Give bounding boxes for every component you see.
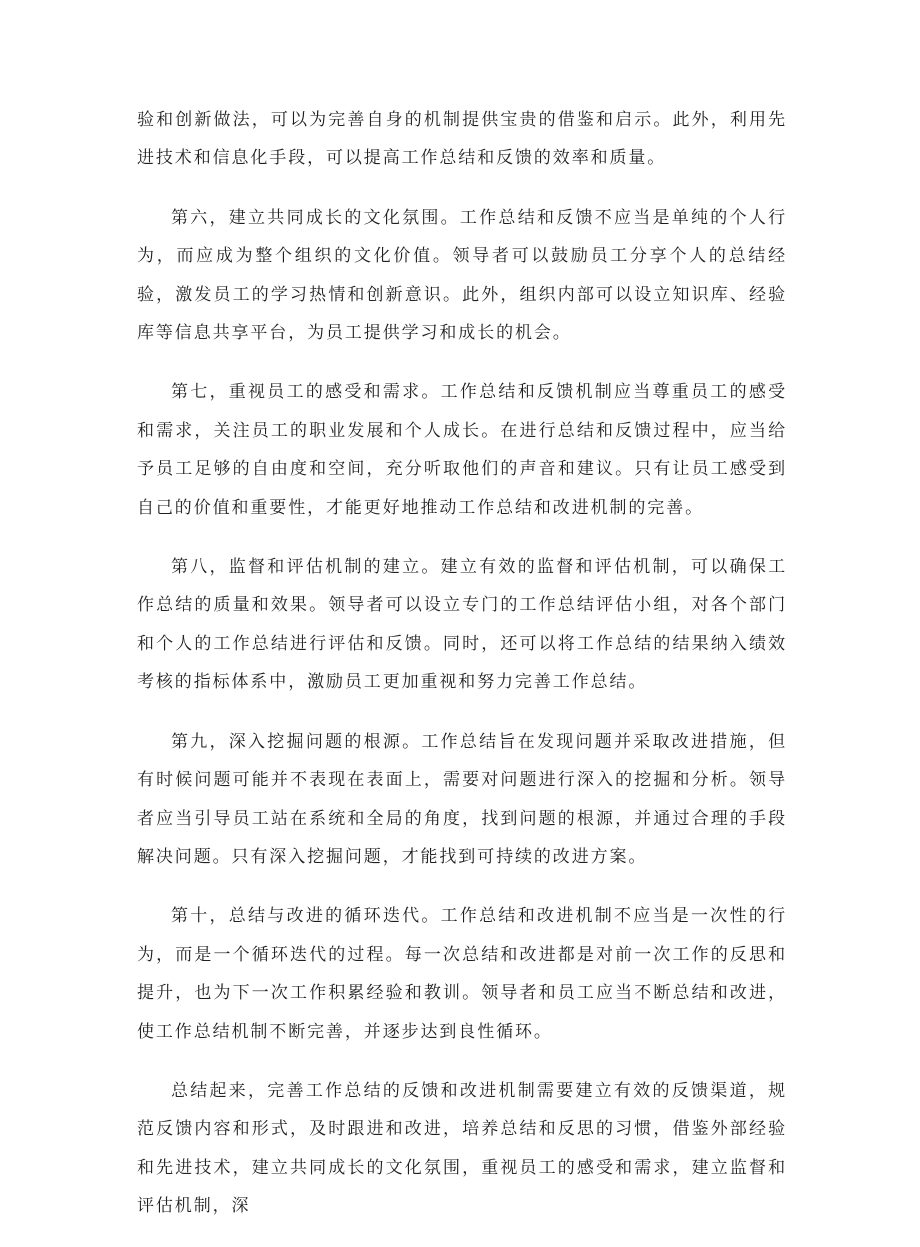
paragraph-point-nine: 第九，深入挖掘问题的根源。工作总结旨在发现问题并采取改进措施，但有时候问题可能并不表现在表面上，需要对问题进行深入的挖掘和分析。领导者应当引导员工站在系统和全局的角度，找到问题的根源，并通过合理的手段解决问题。只有深入挖掘问题，才能找到可持续的改进方案。 bbox=[137, 731, 787, 867]
paragraph-continuation: 验和创新做法，可以为完善自身的机制提供宝贵的借鉴和启示。此外，利用先进技术和信息化手段，可以提高工作总结和反馈的效率和质量。 bbox=[137, 110, 787, 169]
paragraph-summary: 总结起来，完善工作总结的反馈和改进机制需要建立有效的反馈渠道，规范反馈内容和形式，及时跟进和改进，培养总结和反思的习惯，借鉴外部经验和先进技术，建立共同成长的文化氛围，重视员工的感受和需求，建立监督和评估机制，深 bbox=[137, 1080, 787, 1217]
paragraph-point-seven: 第七，重视员工的感受和需求。工作总结和反馈机制应当尊重员工的感受和需求，关注员工的职业发展和个人成长。在进行总结和反馈过程中，应当给予员工足够的自由度和空间，充分听取他们的声音和建议。只有让员工感受到自己的价值和重要性，才能更好地推动工作总结和改进机制的完善。 bbox=[137, 382, 787, 518]
paragraph-point-eight: 第八，监督和评估机制的建立。建立有效的监督和评估机制，可以确保工作总结的质量和效果。领导者可以设立专门的工作总结评估小组，对各个部门和个人的工作总结进行评估和反馈。同时，还可以将工作总结的结果纳入绩效考核的指标体系中，激励员工更加重视和努力完善工作总结。 bbox=[137, 557, 787, 693]
paragraph-point-six: 第六，建立共同成长的文化氛围。工作总结和反馈不应当是单纯的个人行为，而应成为整个组织的文化价值。领导者可以鼓励员工分享个人的总结经验，激发员工的学习热情和创新意识。此外，组织内部可以设立知识库、经验库等信息共享平台，为员工提供学习和成长的机会。 bbox=[137, 207, 787, 344]
document-body bbox=[137, 101, 787, 1247]
paragraph-point-ten: 第十，总结与改进的循环迭代。工作总结和改进机制不应当是一次性的行为，而是一个循环迭代的过程。每一次总结和改进都是对前一次工作的反思和提升，也为下一次工作积累经验和教训。领导者和员工应当不断总结和改进，使工作总结机制不断完善，并逐步达到良性循环。 bbox=[137, 906, 787, 1042]
